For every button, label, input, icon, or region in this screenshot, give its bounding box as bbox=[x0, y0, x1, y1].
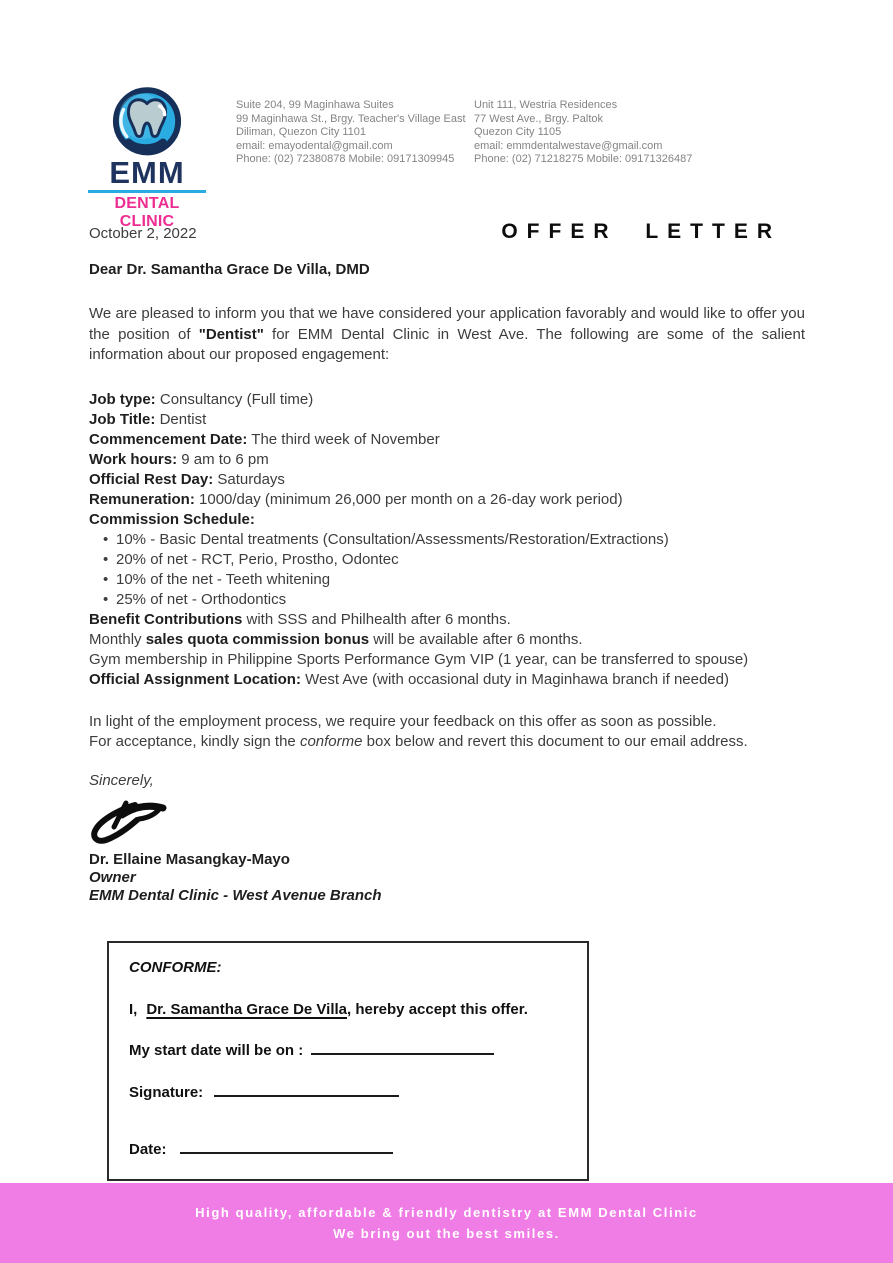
position-name: "Dentist" bbox=[198, 325, 264, 343]
address-westave-branch bbox=[474, 99, 704, 167]
address-line: Phone: (02) 71218275 Mobile: 09171326487 bbox=[474, 153, 693, 166]
salutation: Dear Dr. Samantha Grace De Villa, DMD bbox=[89, 260, 370, 278]
date-row: Date: bbox=[129, 1140, 567, 1161]
clinic-logo bbox=[88, 86, 206, 231]
address-line: email: emayodental@gmail.com bbox=[236, 139, 393, 152]
brand-name: EMM bbox=[109, 155, 185, 190]
tooth-in-circle-icon bbox=[109, 86, 185, 160]
detail-remuneration: Remuneration: 1000/day (minimum 26,000 per month on a 26-day work period) bbox=[89, 490, 623, 508]
benefit-assignment-location: Official Assignment Location: West Ave (with occasional duty in Maginhawa branch if needed) bbox=[89, 670, 729, 688]
signature-blank-line bbox=[214, 1084, 399, 1097]
address-line: Phone: (02) 72380878 Mobile: 09171309945 bbox=[236, 153, 455, 166]
start-date-blank-line bbox=[311, 1042, 494, 1055]
signature-row: Signature: bbox=[129, 1083, 567, 1104]
acceptance-statement: I, Dr. Samantha Grace De Villa, hereby accept this offer. bbox=[129, 1000, 528, 1018]
conforme-word: conforme bbox=[299, 732, 363, 750]
detail-commission-schedule: Commission Schedule: bbox=[89, 510, 255, 528]
intro-text: We are pleased to inform you that we have considered your application favorably and would like to offer you the position of bbox=[89, 305, 805, 343]
conforme-heading: CONFORME: bbox=[129, 959, 222, 976]
closing-line: For acceptance, kindly sign the conforme box below and revert this document to our email address. bbox=[89, 732, 748, 750]
address-line: Suite 204, 99 Maginhawa Suites bbox=[236, 99, 394, 111]
address-line: Unit 111, Westria Residences bbox=[474, 99, 618, 111]
commission-bullet: • 20% of net - RCT, Perio, Prostho, Odontec bbox=[89, 550, 805, 570]
footer-slogan-line2: We bring out the best smiles. bbox=[333, 1226, 560, 1241]
commission-bullet: • 10% - Basic Dental treatments (Consultation/Assessments/Restoration/Extractions) bbox=[89, 530, 805, 550]
detail-job-title: Job Title: Dentist bbox=[89, 410, 207, 428]
engagement-details bbox=[89, 390, 805, 690]
detail-commencement-date: Commencement Date: The third week of November bbox=[89, 430, 440, 448]
address-line: 99 Maginhawa St., Brgy. Teacher's Village East bbox=[236, 112, 466, 125]
letter-body bbox=[89, 224, 805, 1181]
document-title: OFFER LETTER bbox=[501, 220, 781, 243]
address-line: Diliman, Quezon City 1101 bbox=[236, 126, 367, 139]
brand-tagline: DENTAL CLINIC bbox=[114, 195, 180, 230]
benefit-contributions: Benefit Contributions with SSS and Philhealth after 6 months. bbox=[89, 610, 511, 628]
detail-job-type: Job type: Consultancy (Full time) bbox=[89, 390, 314, 408]
conforme-box bbox=[107, 941, 589, 1181]
signer-title: Owner bbox=[89, 869, 136, 886]
signoff: Sincerely, bbox=[89, 771, 154, 789]
address-line: 77 West Ave., Brgy. Paltok bbox=[474, 112, 604, 125]
brand-divider bbox=[88, 190, 206, 193]
detail-rest-day: Official Rest Day: Saturdays bbox=[89, 470, 285, 488]
intro-paragraph bbox=[89, 304, 805, 366]
address-line: email: emmdentalwestave@gmail.com bbox=[474, 139, 663, 152]
address-line: Quezon City 1105 bbox=[474, 126, 562, 139]
start-date-row: My start date will be on : bbox=[129, 1041, 567, 1062]
closing-line: In light of the employment process, we require your feedback on this offer as soon as possible. bbox=[89, 712, 717, 730]
address-maginhawa-branch bbox=[236, 99, 466, 167]
detail-work-hours: Work hours: 9 am to 6 pm bbox=[89, 450, 269, 468]
letter-date: October 2, 2022 bbox=[89, 225, 197, 242]
benefit-sales-quota: Monthly sales quota commission bonus will be available after 6 months. bbox=[89, 630, 583, 648]
date-blank-line bbox=[180, 1141, 393, 1154]
acceptee-name: Dr. Samantha Grace De Villa bbox=[146, 1000, 347, 1018]
commission-schedule-list bbox=[89, 530, 805, 610]
signer-name: Dr. Ellaine Masangkay-Mayo bbox=[89, 851, 290, 868]
footer-banner bbox=[0, 1183, 893, 1263]
commission-bullet: • 25% of net - Orthodontics bbox=[89, 590, 805, 610]
signer-organization: EMM Dental Clinic - West Avenue Branch bbox=[89, 887, 382, 904]
closing-paragraphs bbox=[89, 712, 805, 752]
footer-slogan-line1: High quality, affordable & friendly dentistry at EMM Dental Clinic bbox=[195, 1205, 698, 1220]
intro-text: for EMM Dental Clinic in West Ave. The following are some of the salient information about our proposed engagement: bbox=[89, 325, 805, 363]
commission-bullet: • 10% of the net - Teeth whitening bbox=[89, 570, 805, 590]
benefit-gym-membership: Gym membership in Philippine Sports Performance Gym VIP (1 year, can be transferred to spouse) bbox=[89, 650, 749, 668]
handwritten-signature-icon bbox=[89, 798, 169, 848]
